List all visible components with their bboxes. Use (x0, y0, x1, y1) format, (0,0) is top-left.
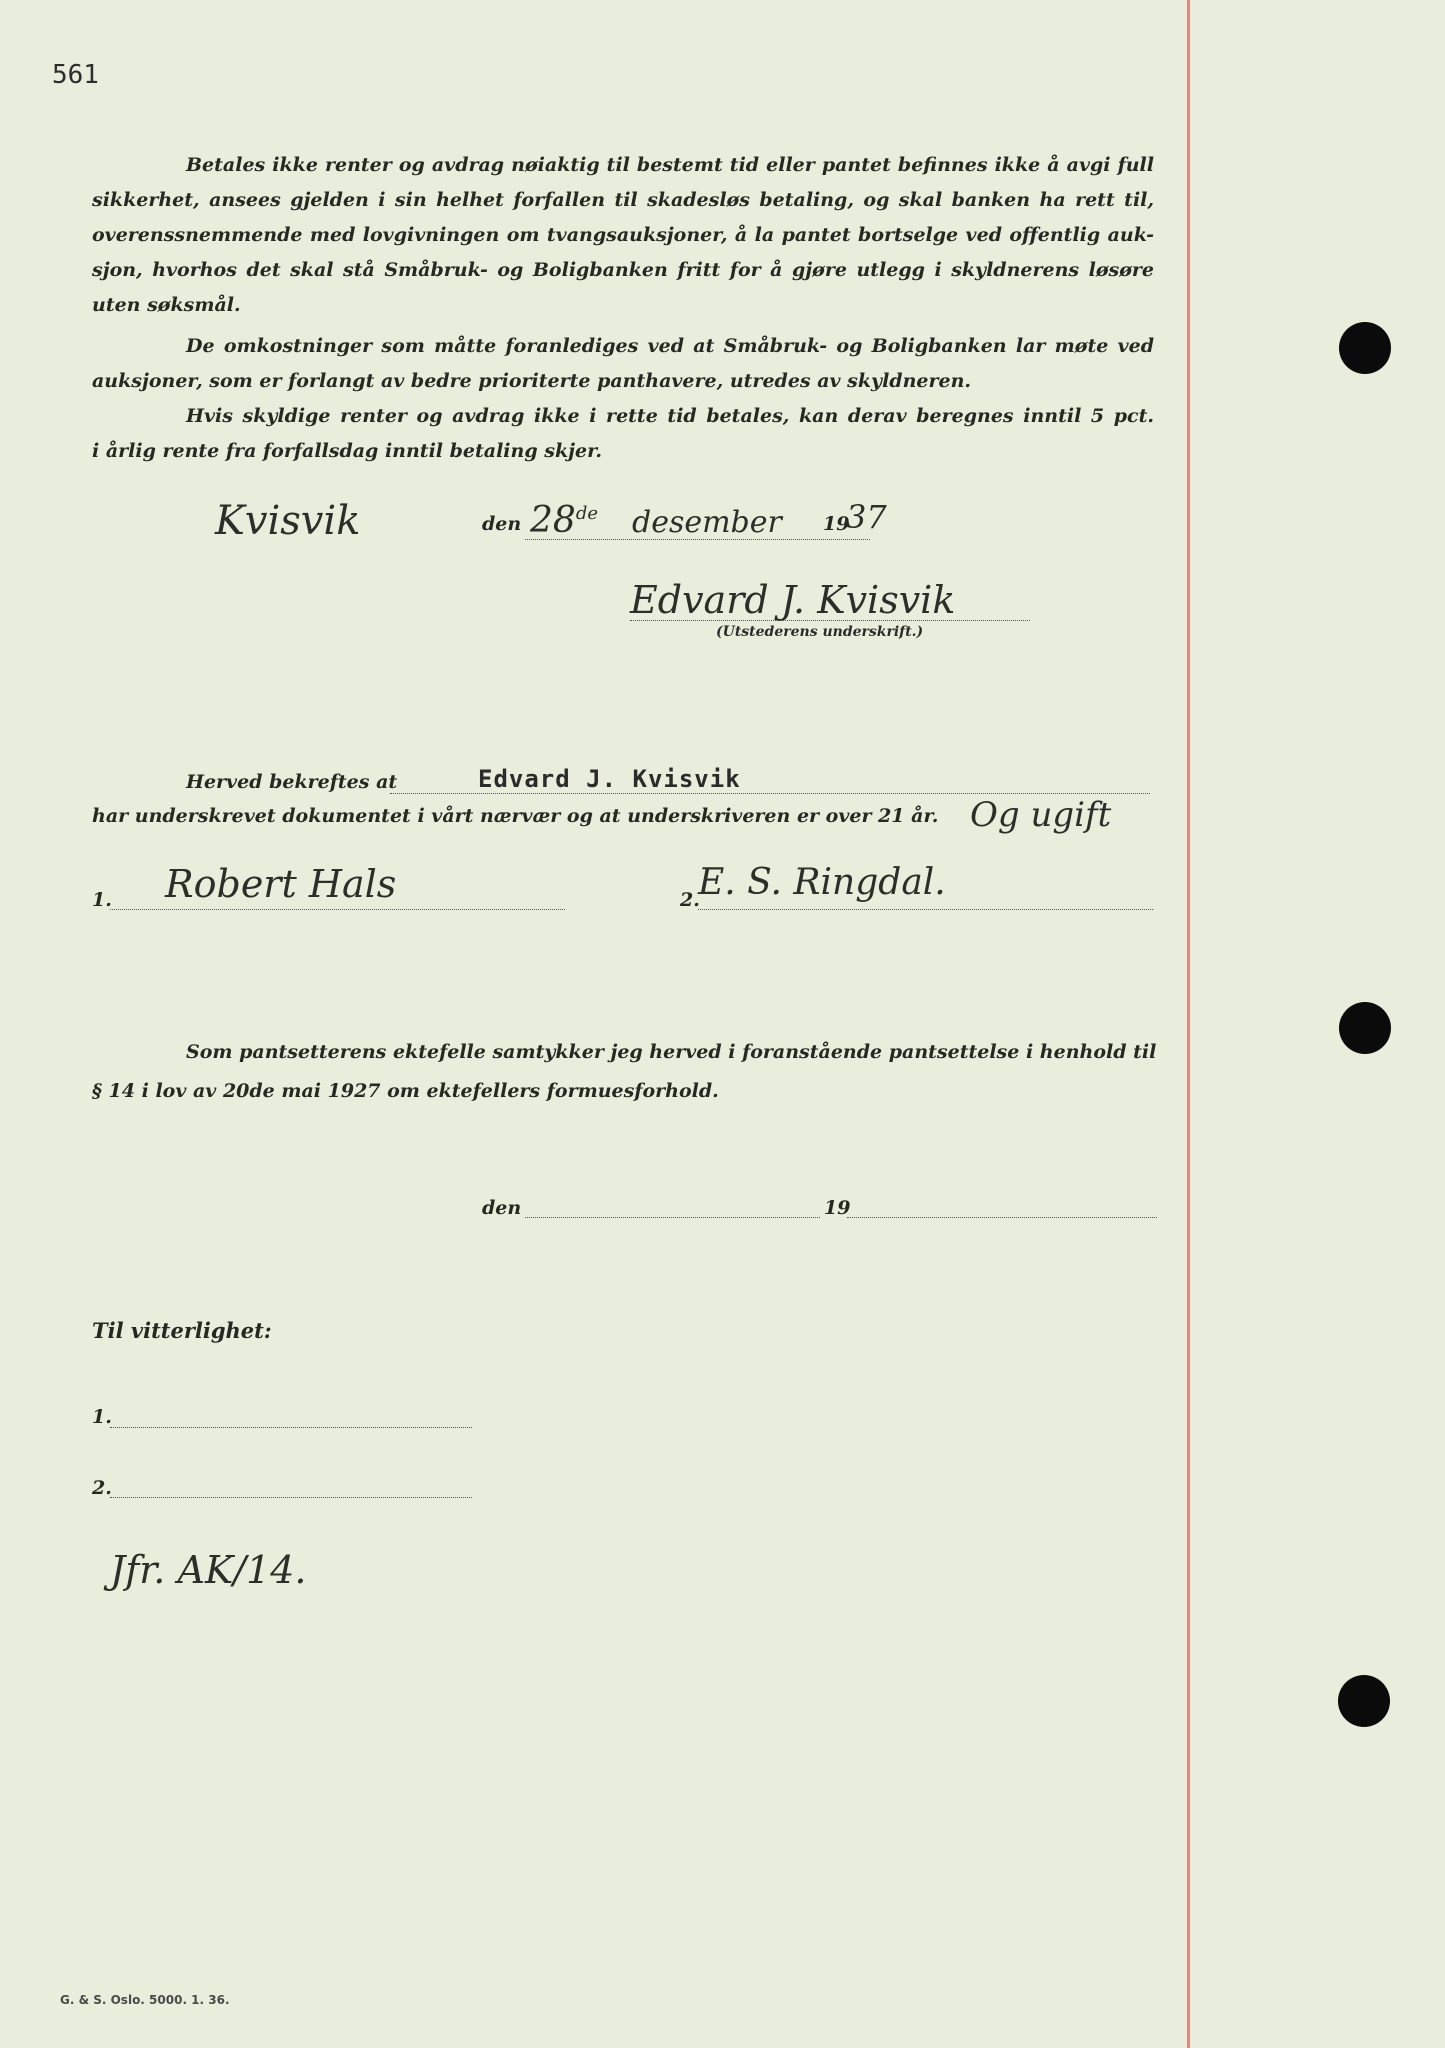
paragraph-line: uten søksmål. (92, 294, 241, 316)
witness-line (698, 909, 1153, 910)
red-margin-line (1187, 0, 1190, 2048)
signature-line (630, 620, 1030, 621)
year-suffix-handwritten: 37 (846, 498, 887, 536)
paragraph-line: Betales ikke renter og avdrag nøiaktig til bestemt tid eller pantet befinnes ikke å avgi full (186, 154, 1154, 176)
date-month-handwritten: desember (632, 505, 782, 540)
page-number: 561 (52, 60, 99, 90)
paragraph-line: De omkostninger som måtte foranlediges ved at Småbruk- og Boligbanken lar møte ved (186, 335, 1154, 357)
name-line (390, 793, 1150, 794)
paragraph-line: i årlig rente fra forfallsdag inntil betaling skjer. (92, 440, 602, 462)
issuer-signature: Edvard J. Kvisvik (630, 578, 956, 622)
witness-line (110, 1427, 472, 1428)
den-label: den (482, 1197, 522, 1219)
consent-line: § 14 i lov av 20de mai 1927 om ektefellers formuesforhold. (92, 1080, 719, 1102)
consent-line: Som pantsetterens ektefelle samtykker jeg herved i foranstående pantsettelse i henhold til (186, 1041, 1157, 1063)
punch-hole (1339, 322, 1391, 374)
witness-number: 1. (92, 889, 112, 911)
place-handwritten: Kvisvik (215, 498, 361, 544)
herved-label: Herved bekreftes at (186, 771, 398, 793)
date-day: 28 (530, 500, 576, 541)
paragraph-line: Hvis skyldige renter og avdrag ikke i rette tid betales, kan derav beregnes inntil 5 pct. (186, 405, 1154, 427)
year-prefix: 19 (824, 1197, 851, 1219)
typed-name: Edvard J. Kvisvik (478, 765, 741, 793)
punch-hole (1338, 1675, 1390, 1727)
witness-signature: Robert Hals (165, 862, 397, 906)
handwritten-annotation: Jfr. AK/14. (110, 1548, 307, 1592)
til-vitterlighet-heading: Til vitterlighet: (92, 1318, 272, 1343)
witness-number: 1. (92, 1406, 112, 1428)
printer-footer: G. & S. Oslo. 5000. 1. 36. (60, 1993, 230, 2007)
signature-caption: (Utstederens underskrift.) (716, 624, 924, 640)
witness-number: 2. (680, 889, 700, 911)
date-line (525, 1217, 820, 1218)
punch-hole (1339, 1002, 1391, 1054)
witness-line (110, 1497, 472, 1498)
witness-signature: E. S. Ringdal. (698, 862, 946, 903)
year-prefix: 19 (823, 513, 850, 535)
handwritten-addition: Og ugift (970, 795, 1112, 835)
date-day-handwritten (530, 500, 598, 541)
paragraph-line: sikkerhet, ansees gjelden i sin helhet forfallen til skadesløs betaling, og skal banken ha rett til, (92, 189, 1154, 211)
witness-number: 2. (92, 1477, 112, 1499)
paragraph-line: overenssnemmende med lovgivningen om tvangsauksjoner, å la pantet bortselge ved offentlig auk- (92, 224, 1154, 246)
date-day-suffix: de (575, 503, 598, 524)
date-line (847, 1217, 1157, 1218)
paragraph-line: auksjoner, som er forlangt av bedre prioriterte panthavere, utredes av skyldneren. (92, 370, 972, 392)
confirmation-line: har underskrevet dokumentet i vårt nærvær og at underskriveren er over 21 år. (92, 805, 939, 827)
den-label: den (482, 513, 522, 535)
paragraph-line: sjon, hvorhos det skal stå Småbruk- og Boligbanken fritt for å gjøre utlegg i skyldnerens løsøre (92, 259, 1154, 281)
witness-line (110, 909, 565, 910)
